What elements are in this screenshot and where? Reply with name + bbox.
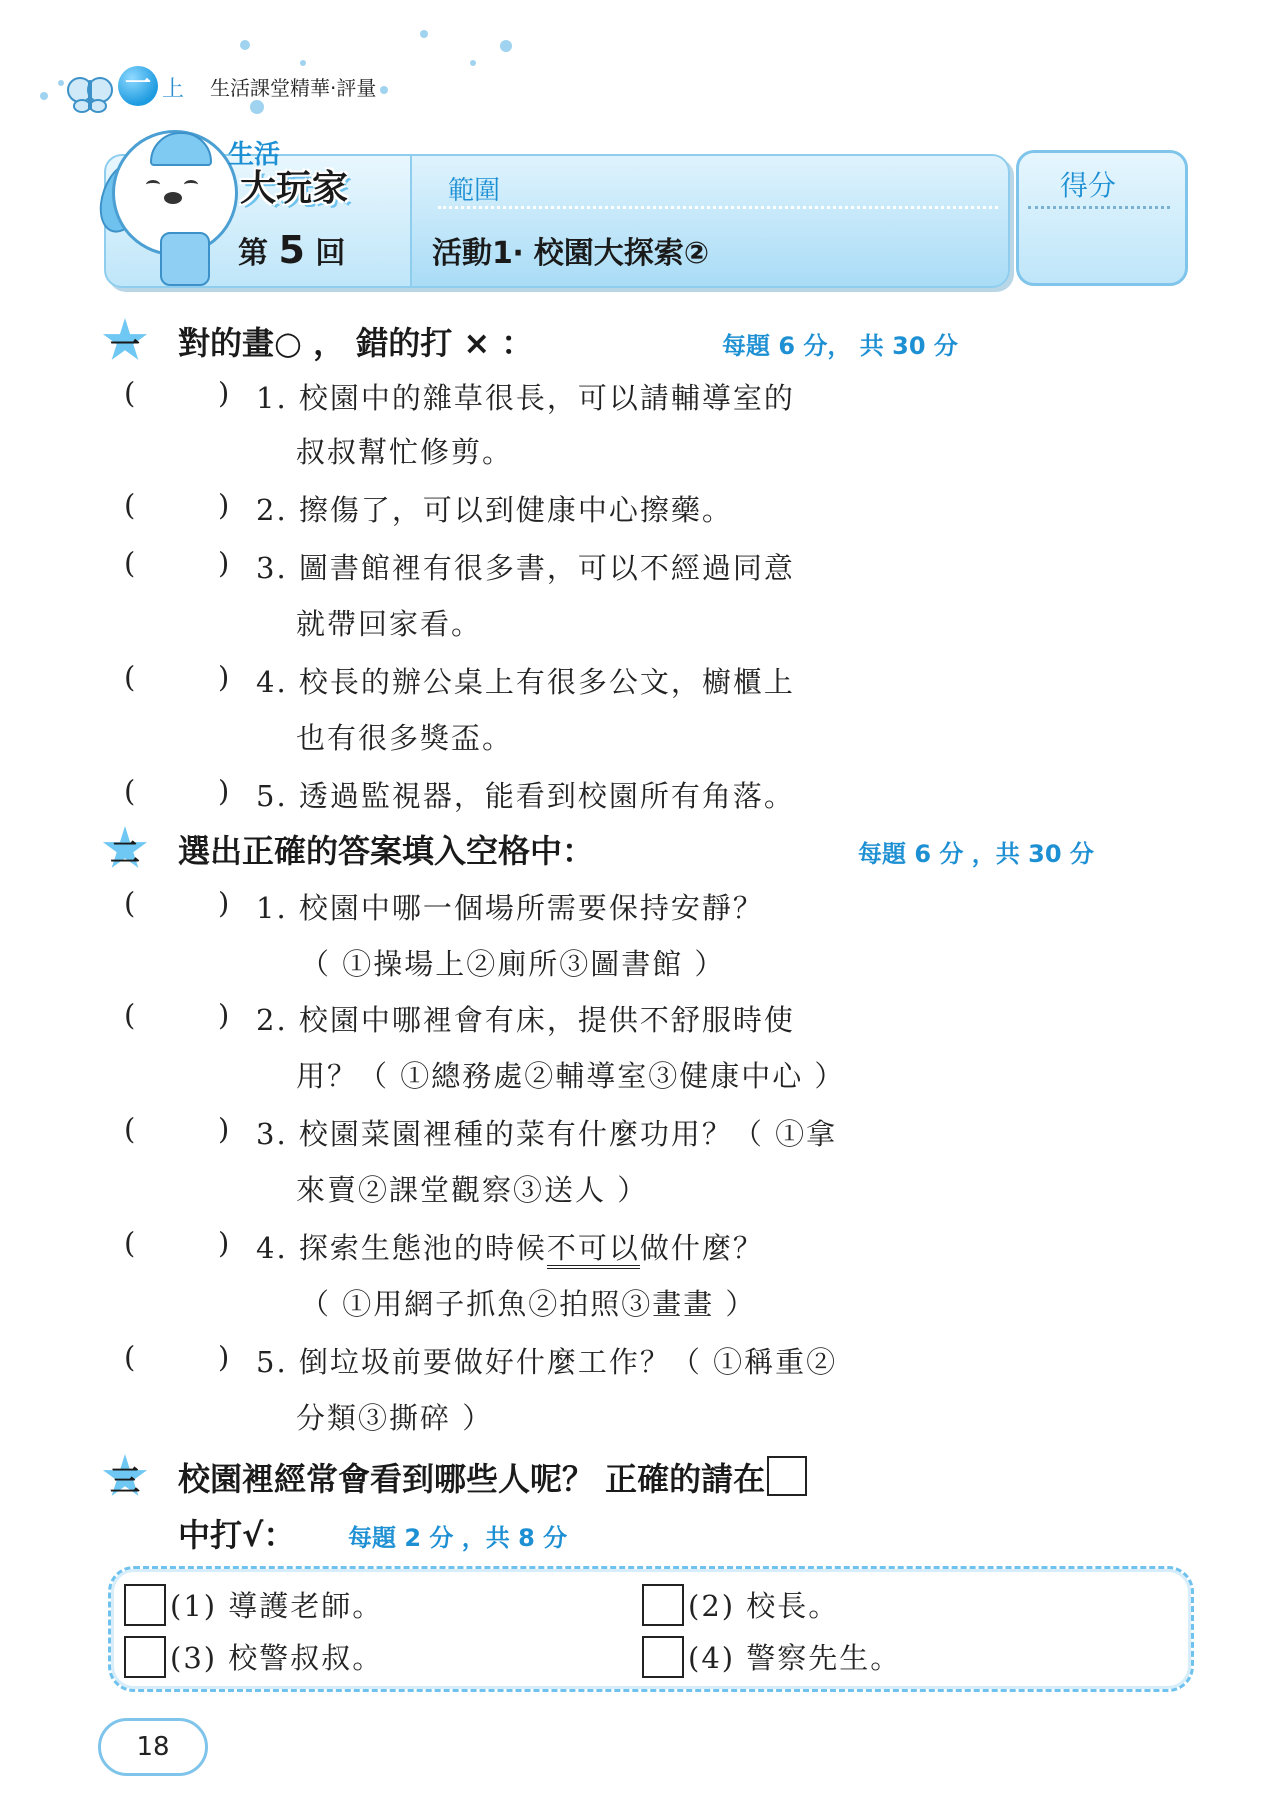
question-text: 4. 校長的辦公桌上有很多公文，櫥櫃上 [256,665,795,699]
answer-paren-close: ) [218,998,230,1032]
answer-paren-open[interactable]: ( [124,660,136,694]
brand-title-line1: 生活 [228,140,281,170]
score-label: 得分 [1060,169,1117,202]
answer-paren-open[interactable]: ( [124,1226,136,1260]
section3-title: 校園裡經常會看到哪些人呢？ 正確的請在 [178,1454,809,1500]
answer-paren-open[interactable]: ( [124,546,136,580]
dog-nose-icon [164,192,182,204]
question-options: 分類③撕碎 ） [296,1401,494,1435]
question-text: 5. 倒垃圾前要做好什麼工作？（ ①稱重② [256,1345,838,1379]
question-text: 1. 校園中哪一個場所需要保持安靜？ [256,891,764,925]
section1-number: 一 [110,328,140,363]
option-checkbox[interactable] [642,1636,684,1678]
answer-paren-close: ) [218,886,230,920]
question-text-cont: 也有很多獎盃。 [296,721,514,755]
section3-number: 三 [110,1464,140,1499]
book-title: 生活課堂精華‧評量 [210,76,377,100]
question-text: 1. 校園中的雜草很長，可以請輔導室的 [256,381,795,415]
answer-paren-close: ) [218,546,230,580]
question-text: 2. 擦傷了，可以到健康中心擦藥。 [256,493,733,527]
option-label: (1) 導護老師。 [170,1589,384,1623]
question-text: 5. 透過監視器，能看到校園所有角落。 [256,779,795,813]
answer-paren-open[interactable]: ( [124,1112,136,1146]
grade-semester: 上 [162,77,185,102]
section3-title-cont: 中打√： [178,1516,296,1554]
page-number: 18 [98,1718,208,1776]
section2-score: 每題 6 分 ，共 30 分 [858,840,1094,868]
answer-paren-open[interactable]: ( [124,886,136,920]
question-text-cont: 就帶回家看。 [296,607,483,641]
answer-paren-close: ) [218,660,230,694]
lesson-number: 第 5 回 [238,228,346,272]
score-divider [1028,206,1170,209]
brand-title-line2: 大玩家 [240,168,349,209]
question-options: （ ①操場上②廁所③圖書館 ） [300,947,726,981]
range-label: 範圍 [448,176,501,206]
answer-paren-open[interactable]: ( [124,1340,136,1374]
option-checkbox[interactable] [642,1584,684,1626]
question-options: 來賣②課堂觀察③送人 ） [296,1173,649,1207]
option-label: (2) 校長。 [688,1589,840,1623]
section3-score: 每題 2 分 ，共 8 分 [348,1524,568,1552]
question-options: （ ①用網子抓魚②拍照③畫畫 ） [300,1287,757,1321]
answer-paren-close: ) [218,1112,230,1146]
question-options: 用？（ ①總務處②輔導室③健康中心 ） [296,1059,846,1093]
answer-paren-open[interactable]: ( [124,376,136,410]
answer-paren-close: ) [218,774,230,808]
range-divider [438,206,998,209]
option-checkbox[interactable] [124,1584,166,1626]
header-decoration [0,0,1282,130]
option-label: (3) 校警叔叔。 [170,1641,384,1675]
answer-paren-open[interactable]: ( [124,774,136,808]
answer-paren-open[interactable]: ( [124,998,136,1032]
section2-number: 二 [110,836,140,871]
dog-eye-icon [146,180,160,189]
section1-title: 對的畫○ ， 錯的打 × ： [178,324,534,362]
question-text: 3. 校園菜園裡種的菜有什麼功用？（ ①拿 [256,1117,838,1151]
child-figure-icon [160,232,210,286]
dog-eye-icon [184,180,198,189]
answer-paren-close: ) [218,376,230,410]
option-label: (4) 警察先生。 [688,1641,902,1675]
answer-paren-close: ) [218,1340,230,1374]
checkbox-example-icon [767,1456,807,1496]
option-checkbox[interactable] [124,1636,166,1678]
question-text: 2. 校園中哪裡會有床，提供不舒服時使 [256,1003,795,1037]
emphasis-underline: 不可以 [547,1231,640,1269]
lesson-title: 活動1‧ 校園大探索② [432,236,710,271]
section1-score: 每題 6 分， 共 30 分 [722,332,958,360]
answer-paren-open[interactable]: ( [124,488,136,522]
question-text: 3. 圖書館裡有很多書，可以不經過同意 [256,551,795,585]
section2-title: 選出正確的答案填入空格中： [178,832,595,870]
question-text: 4. 探索生態池的時候不可以做什麼？ [256,1226,764,1267]
answer-paren-close: ) [218,1226,230,1260]
butterfly-icon [66,74,114,114]
question-text-cont: 叔叔幫忙修剪。 [296,435,514,469]
answer-paren-close: ) [218,488,230,522]
grade-badge: 一 [118,66,158,106]
